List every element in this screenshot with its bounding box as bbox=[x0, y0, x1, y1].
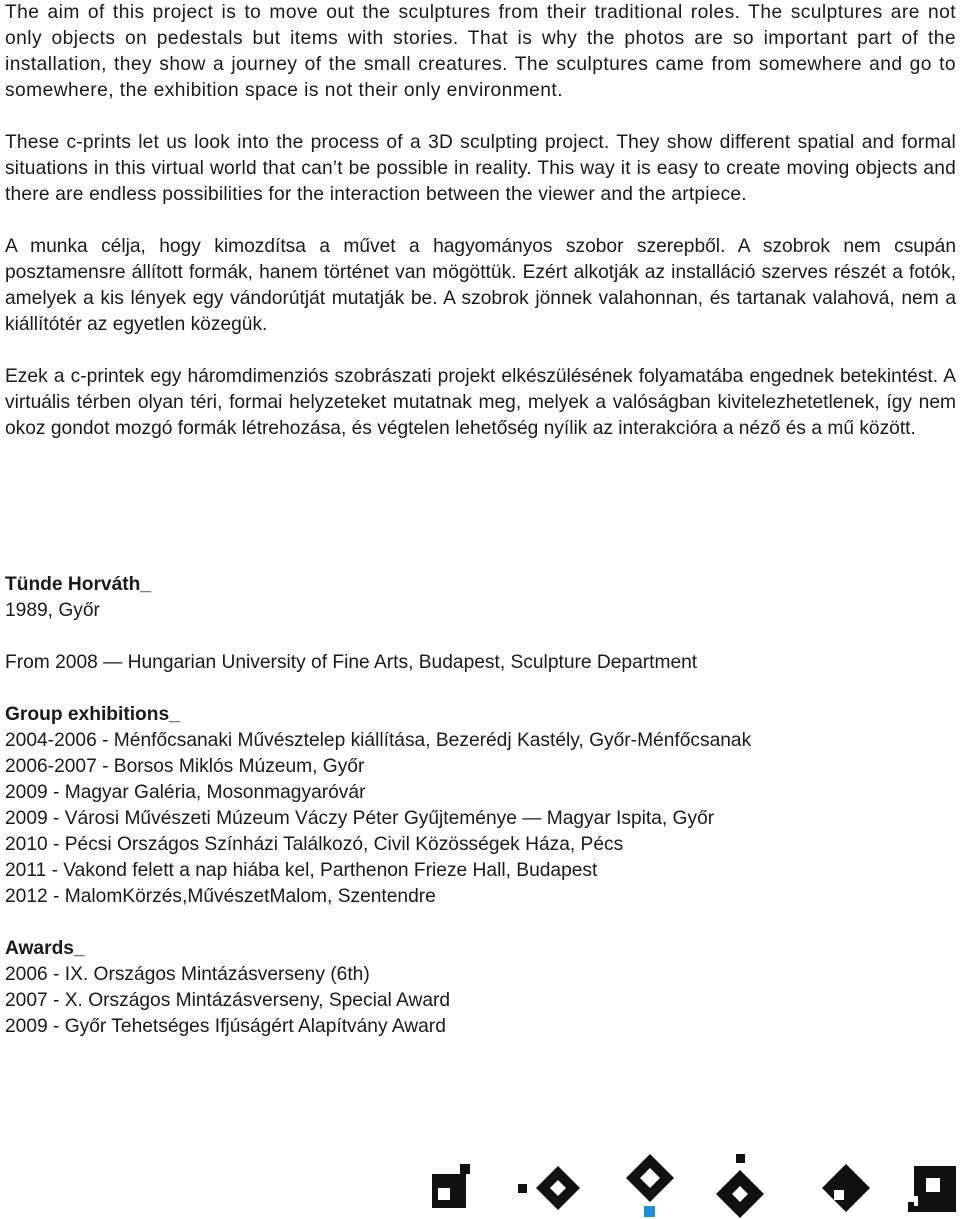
paragraph-english-1: The aim of this project is to move out the sculptures from their traditional roles. The sculptures are not only objects on pedestals but items with stories. That is why the photos are so important part of the installation, they show a journey of the small creatures. The sculptures came from somewhere and go to somewhere, the exhibition space is not their only environment. bbox=[5, 2, 956, 101]
group-exhibitions-list bbox=[5, 728, 945, 910]
list-item: 2006 - IX. Országos Mintázásverseny (6th) bbox=[5, 964, 370, 985]
list-item: 2006-2007 - Borsos Miklós Múzeum, Győr bbox=[5, 756, 365, 777]
list-item: 2010 - Pécsi Országos Színházi Találkozó, Civil Közösségek Háza, Pécs bbox=[5, 834, 624, 855]
group-exhibitions-heading: Group exhibitions_ bbox=[5, 704, 180, 725]
logo-glyph-3 bbox=[626, 1154, 674, 1217]
list-item: 2004-2006 - Ménfőcsanaki Művésztelep kiállítása, Bezerédj Kastély, Győr-Ménfőcsanak bbox=[5, 730, 752, 751]
logo-glyph-1 bbox=[432, 1164, 470, 1208]
artist-education: From 2008 — Hungarian University of Fine Arts, Budapest, Sculpture Department bbox=[5, 652, 698, 673]
list-item: 2009 - Városi Művészeti Múzeum Váczy Péter Gyűjteménye — Magyar Ispita, Győr bbox=[5, 808, 715, 829]
awards-heading: Awards_ bbox=[5, 938, 85, 959]
text-page bbox=[5, 0, 956, 442]
artist-birth: 1989, Győr bbox=[5, 600, 100, 621]
paragraph-hungarian-2: Ezek a c-printek egy háromdimenziós szobrászati projekt elkészülésének folyamatába engednek betekintést. A virtuális térben olyan téri, formai helyzeteket mutatnak meg, melyek a valóságban kivitelezhetetlenek, így nem okoz gondot mozgó formák létrehozása, és végtelen lehetőség nyílik az interakcióra a néző és a mű között. bbox=[5, 366, 956, 439]
list-item: 2007 - X. Országos Mintázásverseny, Special Award bbox=[5, 990, 451, 1011]
logo-glyph-4 bbox=[716, 1154, 764, 1218]
list-item: 2011 - Vakond felett a nap hiába kel, Parthenon Frieze Hall, Budapest bbox=[5, 860, 598, 881]
awards-list bbox=[5, 962, 945, 1040]
artist-name: Tünde Horváth_ bbox=[5, 574, 152, 595]
list-item: 2009 - Magyar Galéria, Mosonmagyaróvár bbox=[5, 782, 366, 803]
logo-glyph-6 bbox=[908, 1166, 956, 1212]
logo-glyph-2 bbox=[518, 1166, 580, 1210]
artist-bio bbox=[5, 572, 945, 1040]
list-item: 2012 - MalomKörzés,MűvészetMalom, Szentendre bbox=[5, 886, 436, 907]
pixel-square-diamond-logo-icon bbox=[430, 1150, 958, 1219]
paragraph-hungarian-1: A munka célja, hogy kimozdítsa a művet a hagyományos szobor szerepből. A szobrok nem csupán posztamensre állított formák, hanem történet van mögöttük. Ezért alkotják az installáció szerves részét a fotók, amelyek a kis lények egy vándorútját mutatják be. A szobrok jönnek valahonnan, és tartanak valahová, nem a kiállítótér az egyetlen közegük. bbox=[5, 236, 956, 335]
logo-glyph-5 bbox=[822, 1164, 870, 1212]
list-item: 2009 - Győr Tehetséges Ifjúságért Alapítvány Award bbox=[5, 1016, 446, 1037]
paragraph-english-2: These c-prints let us look into the process of a 3D sculpting project. They show different spatial and formal situations in this virtual world that can’t be possible in reality. This way it is easy to create moving objects and there are endless possibilities for the interaction between the viewer and the artpiece. bbox=[5, 132, 956, 205]
